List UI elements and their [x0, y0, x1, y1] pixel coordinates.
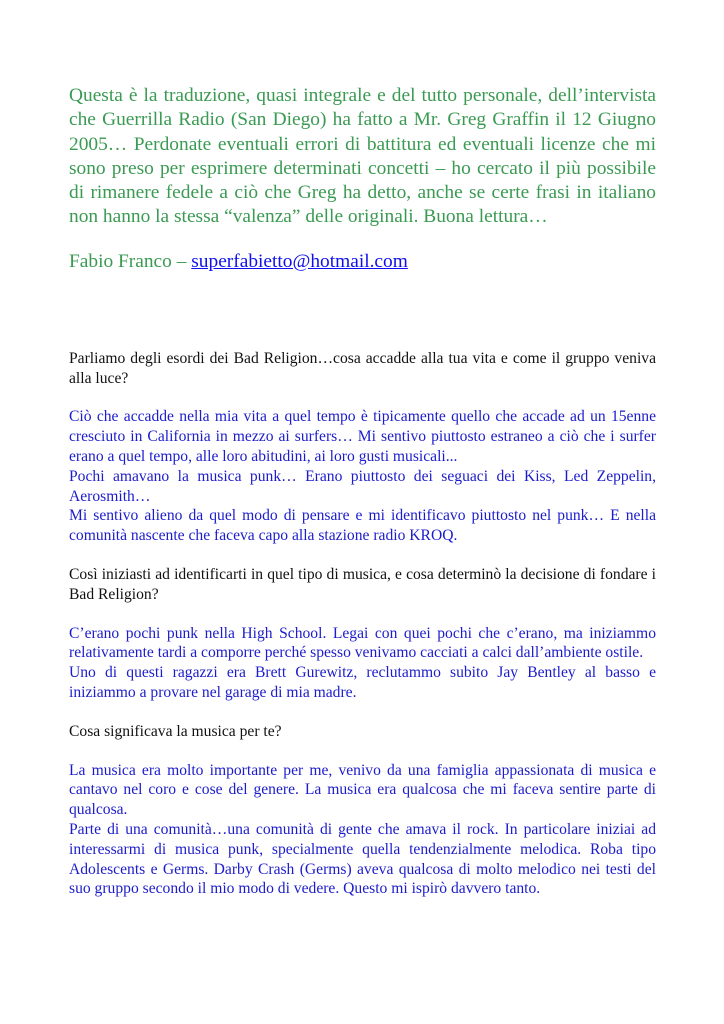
answer-1-paragraph: Mi sentivo alieno da quel modo di pensare e mi identificavo piuttosto nel punk… E nella comunità nascente che faceva capo alla stazione radio KROQ.	[69, 507, 656, 545]
answer-1-paragraph: Ciò che accadde nella mia vita a quel tempo è tipicamente quello che accade ad un 15enne cresciuto in California in mezzo ai surfers… Mi sentivo piuttosto estraneo a ciò che i surfer erano a quel tempo, alle loro abitudini, ai loro gusti musicali...	[69, 408, 656, 465]
answer-2-paragraph: C’erano pochi punk nella High School. Legai con quei pochi che c’erano, ma iniziammo relativamente tardi a comporre perché spesso venivamo cacciati a calci dall’ambiente ostile.	[69, 624, 656, 662]
document-page	[69, 84, 656, 899]
question-2: Così iniziasti ad identificarti in quel tipo di musica, e cosa determinò la decisione di fondare i Bad Religion?	[69, 565, 656, 603]
answer-2-paragraph: Uno di questi ragazzi era Brett Gurewitz, reclutammo subito Jay Bentley al basso e iniziammo a provare nel garage di mia madre.	[69, 664, 656, 701]
answer-2	[69, 624, 656, 703]
author-name: Fabio Franco –	[69, 250, 192, 272]
question-3: Cosa significava la musica per te?	[69, 722, 282, 740]
answer-1-paragraph: Pochi amavano la musica punk… Erano piuttosto dei seguaci dei Kiss, Led Zeppelin, Aerosmith…	[69, 467, 656, 505]
answer-1	[69, 407, 656, 546]
author-email-link[interactable]: superfabietto@hotmail.com	[191, 250, 408, 272]
answer-3-paragraph: Parte di una comunità…una comunità di gente che amava il rock. In particolare iniziai ad interessarmi di musica punk, specialmente quella tendenzialmente melodica. Roba tipo Adolescents e Germs. Darby Crash (Germs) aveva qualcosa di molto melodico nei testi del suo gruppo secondo il mio modo di vedere. Questo mi ispirò davvero tanto.	[69, 820, 656, 898]
author-line	[69, 250, 656, 274]
intro-paragraph: Questa è la traduzione, quasi integrale e del tutto personale, dell’intervista che Guerrilla Radio (San Diego) ha fatto a Mr. Greg Graffin il 12 Giugno 2005… Perdonate eventuali errori di battitura ed eventuali licenze che mi sono preso per esprimere determinati concetti – ho cercato il più possibile di rimanere fedele a ciò che Greg ha detto, anche se certe frasi in italiano non hanno la stessa “valenza” delle originali. Buona lettura…	[69, 85, 656, 228]
question-1: Parliamo degli esordi dei Bad Religion…cosa accadde alla tua vita e come il gruppo veniva alla luce?	[69, 349, 656, 387]
answer-3	[69, 761, 656, 900]
answer-3-paragraph: La musica era molto importante per me, venivo da una famiglia appassionata di musica e cantavo nel coro e cose del genere. La musica era qualcosa che mi faceva sentire parte di qualcosa.	[69, 761, 656, 819]
